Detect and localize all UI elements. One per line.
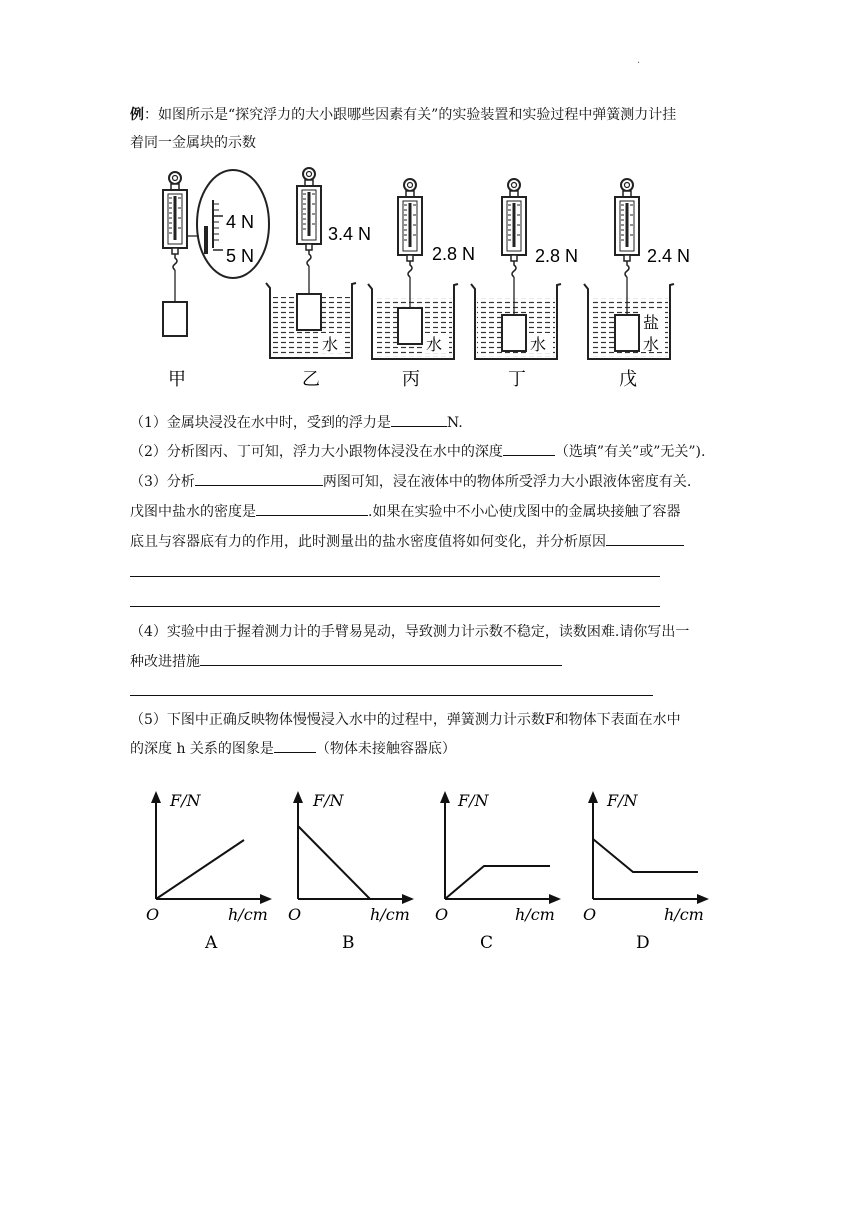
graph-d-ylabel: F/N bbox=[607, 791, 638, 810]
panel-label-wu: 戊 bbox=[619, 369, 637, 390]
graph-a-ylabel: F/N bbox=[170, 791, 201, 810]
graph-a-xlabel: h/cm bbox=[228, 905, 268, 924]
intro-text-1: ：如图所示是“探究浮力的大小跟哪些因素有关”的实验装置和实验过程中弹簧测力计挂 bbox=[144, 107, 677, 123]
graph-a-origin: O bbox=[146, 905, 160, 924]
graph-a-label: A bbox=[205, 933, 218, 953]
panel-label-jia: 甲 bbox=[168, 369, 186, 390]
q5-note: （物体未接触容器底） bbox=[315, 741, 456, 757]
q3-text-d: .如果在实验中不小心使戊图中的金属块接触了容器 bbox=[368, 504, 681, 520]
graph-a[interactable] bbox=[146, 791, 272, 953]
q2-hint: （选填”有关”或”无关”). bbox=[554, 444, 706, 460]
zoom-label-5n: 5 N bbox=[226, 246, 255, 266]
graph-c-label: C bbox=[480, 933, 494, 953]
q3-text-b: 两图可知，浸在液体中的物体所受浮力大小跟液体密度有关. bbox=[322, 474, 692, 490]
q5-line-1: （5）下图中正确反映物体慢慢浸入水中的过程中，弹簧测力计示数F和物体下表面在水中 bbox=[130, 712, 681, 728]
graph-c-ylabel: F/N bbox=[458, 791, 489, 810]
q2-text: （2）分析图丙、丁可知，浮力大小跟物体浸没在水中的深度 bbox=[130, 444, 503, 460]
page-dot: · bbox=[637, 58, 641, 69]
graph-b-xlabel: h/cm bbox=[370, 905, 410, 924]
reading-bing: 2.8 N bbox=[432, 244, 476, 264]
zoom-label-4n: 4 N bbox=[226, 212, 255, 232]
graph-c-origin: O bbox=[435, 905, 449, 924]
graph-b-origin: O bbox=[288, 905, 302, 924]
graph-b-label: B bbox=[342, 933, 355, 953]
liquid-yi: 水 bbox=[322, 335, 339, 354]
graph-b-ylabel: F/N bbox=[313, 791, 344, 810]
q4-text: 种改进措施 bbox=[130, 654, 200, 670]
q3-text-a: （3）分析 bbox=[130, 474, 195, 490]
reading-yi: 3.4 N bbox=[328, 224, 372, 244]
liquid-ding: 水 bbox=[530, 335, 547, 354]
reading-ding: 2.8 N bbox=[535, 246, 579, 266]
q4-line-1: （4）实验中由于握着测力计的手臂易晃动，导致测力计示数不稳定，读数困难.请你写出一 bbox=[130, 624, 690, 640]
panel-label-bing: 丙 bbox=[402, 369, 420, 390]
graph-d-origin: O bbox=[583, 905, 597, 924]
intro-line-2: 着同一金属块的示数 bbox=[130, 135, 256, 151]
liquid-bing: 水 bbox=[426, 335, 443, 354]
reading-wu: 2.4 N bbox=[647, 246, 691, 266]
liquid-wu-1: 盐 bbox=[643, 313, 660, 332]
q1-unit: N. bbox=[446, 415, 463, 431]
q5-text: 的深度 h 关系的图象是 bbox=[130, 741, 274, 757]
graph-c[interactable] bbox=[435, 791, 561, 953]
panel-label-ding: 丁 bbox=[508, 369, 526, 390]
graph-d-label: D bbox=[636, 933, 650, 953]
liquid-wu-2: 水 bbox=[643, 335, 660, 354]
graph-d[interactable] bbox=[583, 791, 709, 953]
intro-prefix: 例 bbox=[130, 107, 144, 123]
graph-d-xlabel: h/cm bbox=[664, 905, 704, 924]
q3-text-e: 底且与容器底有力的作用，此时测量出的盐水密度值将如何变化，并分析原因 bbox=[130, 534, 606, 550]
panel-label-yi: 乙 bbox=[302, 369, 320, 390]
graph-c-xlabel: h/cm bbox=[515, 905, 555, 924]
q3-text-c: 戊图中盐水的密度是 bbox=[130, 504, 256, 520]
q1-text: （1）金属块浸没在水中时，受到的浮力是 bbox=[130, 415, 391, 431]
graph-b[interactable] bbox=[288, 791, 414, 953]
